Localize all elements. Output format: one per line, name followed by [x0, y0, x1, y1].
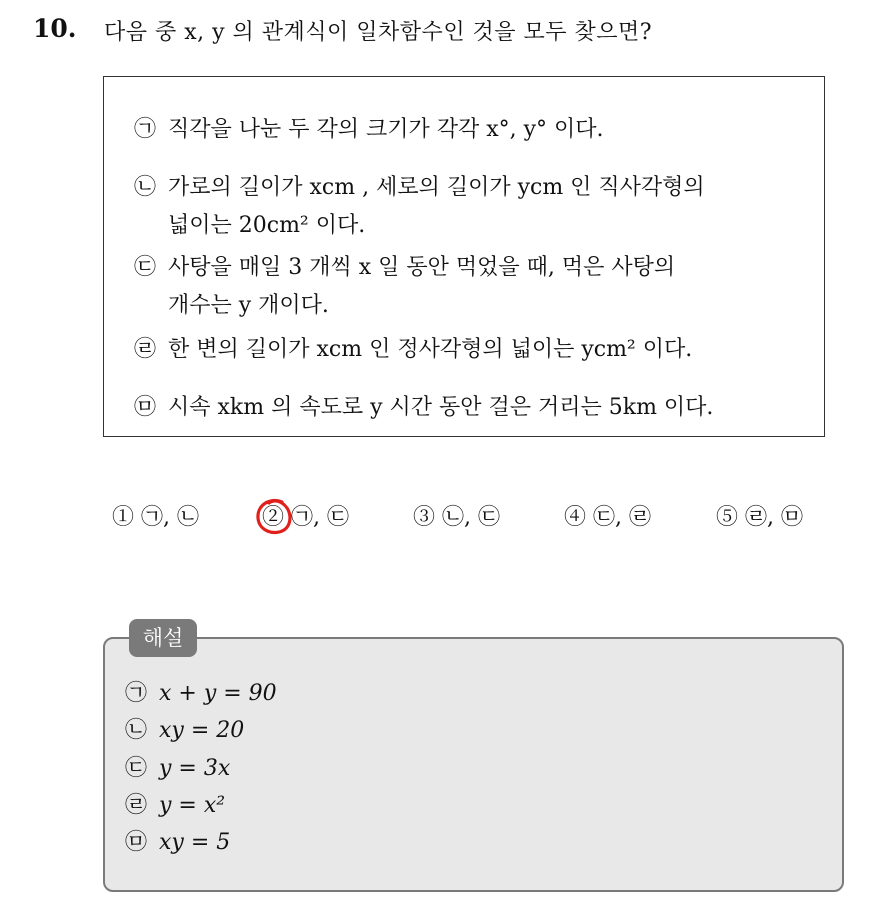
solution-line: [125, 751, 230, 782]
question-number: 10.: [33, 14, 77, 43]
solution-line: [125, 788, 225, 819]
condition-line: 사탕을 매일 3 개씩 x 일 동안 먹었을 때, 먹은 사탕의: [168, 255, 676, 280]
choice-text: ㉣, ㉤: [745, 505, 804, 530]
question-text: 다음 중 x, y 의 관계식이 일차함수인 것을 모두 찾으면?: [104, 20, 653, 45]
condition-line: 시속 xkm 의 속도로 y 시간 동안 걸은 거리는 5km 이다.: [168, 395, 714, 420]
condition-line: 가로의 길이가 xcm , 세로의 길이가 ycm 인 직사각형의: [168, 175, 705, 200]
choice-number: ⑤: [716, 505, 739, 530]
choice-text: ㉢, ㉣: [593, 505, 652, 530]
choice-1[interactable]: [112, 500, 199, 531]
solution-marker: ㉤: [125, 830, 148, 855]
condition-line: 직각을 나눈 두 각의 크기가 각각 x°, y° 이다.: [168, 117, 604, 142]
solution-equation: y = x²: [159, 793, 226, 818]
condition-line: 한 변의 길이가 xcm 인 정사각형의 넓이는 ycm² 이다.: [168, 337, 693, 362]
condition-item: [134, 249, 675, 325]
solution-line: [125, 825, 230, 856]
choice-2[interactable]: [262, 500, 349, 531]
conditions-box: [103, 76, 825, 437]
solution-equation: xy = 20: [159, 718, 245, 743]
choice-5[interactable]: [716, 500, 803, 531]
condition-marker: ㉠: [134, 117, 157, 142]
choice-number: ④: [564, 505, 587, 530]
condition-marker: ㉢: [134, 255, 157, 280]
solution-equation: x + y = 90: [159, 681, 277, 706]
choice-number: ①: [112, 505, 135, 530]
solution-marker: ㉢: [125, 756, 148, 781]
solution-label: 해설: [129, 619, 197, 657]
choice-number: ③: [413, 505, 436, 530]
condition-marker: ㉣: [134, 337, 157, 362]
condition-line: 넓이는 20cm² 이다.: [168, 213, 366, 238]
choice-text: ㉡, ㉢: [442, 505, 501, 530]
choice-text: ㉠, ㉡: [141, 505, 200, 530]
condition-marker: ㉤: [134, 395, 157, 420]
solution-equation: xy = 5: [159, 830, 231, 855]
solution-line: [125, 713, 244, 744]
solution-line: [125, 676, 277, 707]
condition-item: [134, 111, 604, 149]
choice-text: ㉠, ㉢: [291, 505, 350, 530]
condition-item: [134, 169, 705, 245]
condition-item: [134, 389, 713, 427]
condition-item: [134, 331, 692, 369]
solution-marker: ㉠: [125, 681, 148, 706]
choice-3[interactable]: [413, 500, 500, 531]
solution-equation: y = 3x: [159, 756, 231, 781]
solution-marker: ㉡: [125, 718, 148, 743]
solution-marker: ㉣: [125, 793, 148, 818]
condition-marker: ㉡: [134, 175, 157, 200]
answer-choices: [0, 500, 884, 540]
choice-4[interactable]: [564, 500, 651, 531]
choice-number: ②: [262, 505, 285, 530]
condition-line: 개수는 y 개이다.: [168, 293, 329, 318]
